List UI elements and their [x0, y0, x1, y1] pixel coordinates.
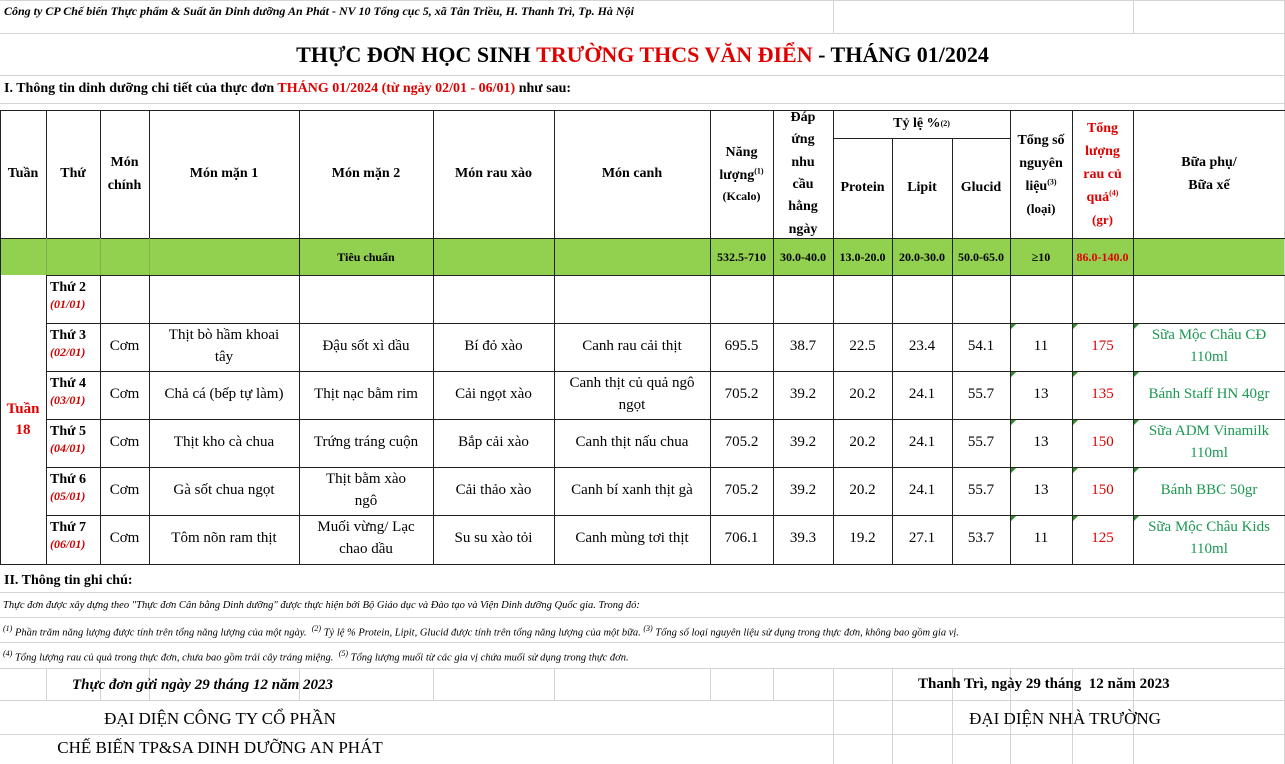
cell-tong-so	[1010, 275, 1072, 323]
cell-mon-rau-xao: Su su xào tỏi	[454, 530, 533, 547]
cell-mon-canh	[554, 275, 710, 323]
standard-tong-luong: 86.0-140.0	[1076, 249, 1129, 264]
cell-protein: 22.5	[849, 338, 876, 355]
cell-mon-canh: Canh bí xanh thịt gà	[571, 482, 693, 499]
cell-mon-rau-xao: Cải ngọt xào	[455, 386, 532, 403]
school-representative: ĐẠI DIỆN NHÀ TRƯỜNG	[969, 709, 1161, 729]
standard-glucid: 50.0-65.0	[958, 249, 1004, 264]
cell-mon-man-1: Tôm nõn ram thịt	[171, 530, 277, 547]
cell-mon-rau-xao	[433, 275, 554, 323]
cell-tong-luong: 135	[1091, 386, 1114, 403]
day-cell	[50, 279, 100, 312]
header-mon-chinh: Món chính	[107, 154, 142, 193]
standard-tong-so: ≥10	[1031, 249, 1051, 264]
note-line-2: $^{(4)}$ Tổng lượng rau củ quả trong thực đơn, chưa bao gồm trái cây tráng miệng. $^{(5)}$ Tổng lượng muối từ các gia vị chứa muối sử dụng trong thực đơn.	[3, 649, 629, 664]
cell-mon-rau-xao: Bí đỏ xào	[464, 338, 523, 355]
day-cell	[50, 423, 100, 456]
cell-tong-so: 13	[1033, 386, 1049, 403]
header-glucid: Glucid	[960, 180, 1002, 196]
section-1-heading: I. Thông tin dinh dưỡng chi tiết của thực đơn THÁNG 01/2024 (từ ngày 02/01 - 06/01) như sau:	[4, 81, 572, 96]
header-dap-ung: Đáp ứng nhu cầu hằng ngày	[788, 109, 818, 237]
header-tuan: Tuần	[7, 166, 39, 182]
day-name: Thứ 3	[50, 328, 87, 343]
cell-tong-luong: 175	[1091, 338, 1114, 355]
cell-mon-rau-xao: Bắp cải xào	[458, 434, 529, 451]
cell-mon-chinh: Cơm	[109, 482, 140, 499]
cell-bua-phu: Bánh Staff HN 40gr	[1148, 386, 1270, 403]
day-name: Thứ 2	[50, 280, 87, 295]
day-date: (01/01)	[50, 296, 86, 311]
day-name: Thứ 6	[50, 472, 87, 487]
cell-mon-man-1: Chả cá (bếp tự làm)	[164, 386, 284, 403]
cell-protein	[833, 275, 892, 323]
cell-mon-man-1	[149, 275, 299, 323]
cell-tong-so: 13	[1033, 434, 1049, 451]
header-mon-man-1: Món mặn 1	[189, 166, 259, 182]
cell-lipit: 23.4	[908, 338, 936, 355]
header-mon-rau-xao: Món rau xào	[455, 166, 532, 182]
header-tong-so: Tổng số nguyên liệu$^{(3)}$ (loại)	[1017, 132, 1065, 216]
cell-glucid: 53.7	[967, 530, 995, 547]
header-ty-le: Tỷ lệ % (2)	[893, 116, 950, 132]
cell-mon-man-2: Thịt nạc bằm rim	[314, 386, 418, 403]
cell-mon-canh: Canh rau cải thịt	[582, 338, 682, 355]
cell-tong-luong: 150	[1091, 434, 1114, 451]
cell-tong-so: 11	[1033, 338, 1049, 355]
cell-lipit: 24.1	[908, 386, 936, 403]
cell-dap-ung: 39.2	[789, 434, 817, 451]
cell-mon-chinh: Cơm	[109, 530, 140, 547]
cell-lipit: 27.1	[908, 530, 936, 547]
cell-mon-man-1: Thịt bò hầm khoai tây	[168, 327, 280, 365]
day-date: (03/01)	[50, 392, 86, 407]
cell-nang-luong: 705.2	[724, 434, 759, 451]
day-name: Thứ 5	[50, 424, 87, 439]
header-nang-luong: Năng lượng$^{(1)}$ (Kcalo)	[719, 145, 764, 204]
cell-protein: 20.2	[849, 434, 876, 451]
day-cell	[50, 375, 100, 408]
cell-tong-so: 13	[1033, 482, 1049, 499]
cell-protein: 19.2	[849, 530, 876, 547]
day-date: (04/01)	[50, 440, 86, 455]
cell-mon-chinh	[100, 275, 149, 323]
cell-nang-luong: 705.2	[724, 386, 759, 403]
cell-mon-man-2: Muối vừng/ Lạc chao dầu	[317, 519, 415, 557]
cell-glucid: 55.7	[967, 386, 995, 403]
cell-protein: 20.2	[849, 386, 876, 403]
cell-mon-chinh: Cơm	[109, 338, 140, 355]
header-tong-luong: Tổng lượng rau củ quả$^{(4)}$ (gr)	[1083, 121, 1122, 228]
section-2-heading: II. Thông tin ghi chú:	[4, 573, 133, 588]
cell-dap-ung	[773, 275, 833, 323]
cell-glucid: 54.1	[967, 338, 995, 355]
header-thu: Thứ	[60, 166, 86, 182]
cell-dap-ung: 39.2	[789, 386, 817, 403]
cell-nang-luong: 706.1	[724, 530, 759, 547]
company-representative-line-2: CHẾ BIẾN TP&SA DINH DƯỠNG AN PHÁT	[57, 738, 383, 758]
cell-mon-man-2	[299, 275, 433, 323]
cell-lipit: 24.1	[908, 434, 936, 451]
cell-lipit: 24.1	[908, 482, 936, 499]
standard-dap-ung: 30.0-40.0	[780, 249, 826, 264]
day-date: (02/01)	[50, 344, 86, 359]
cell-dap-ung: 39.2	[789, 482, 817, 499]
standard-lipit: 20.0-30.0	[899, 249, 945, 264]
cell-glucid: 55.7	[967, 482, 995, 499]
note-line-1: $^{(1)}$ Phần trăm năng lượng được tính trên tổng năng lượng của một ngày. $^{(2)}$ Tỷ lệ % Protein, Lipit, Glucid được tính trên tổng năng lượng của một bữa. $^{(3)}$ Tổng số loại nguyên liệu sử dụng trong thực đơn, không bao gồm gia vị.	[3, 624, 959, 639]
cell-mon-canh: Canh thịt củ quả ngô ngọt	[569, 375, 695, 413]
header-lipit: Lipit	[907, 180, 937, 196]
cell-tong-luong: 125	[1091, 530, 1114, 547]
cell-mon-man-2: Trứng tráng cuộn	[313, 434, 419, 451]
footer-place-date: Thanh Trì, ngày 29 tháng 12 năm 2023	[918, 676, 1170, 692]
cell-dap-ung: 39.3	[789, 530, 817, 547]
cell-tong-luong	[1072, 275, 1133, 323]
cell-mon-chinh: Cơm	[109, 434, 140, 451]
cell-bua-phu: Sữa Mộc Châu Kids 110ml	[1148, 519, 1270, 557]
cell-glucid	[952, 275, 1010, 323]
cell-tong-luong: 150	[1091, 482, 1114, 499]
cell-mon-man-2: Đậu sốt xì dầu	[322, 338, 410, 355]
header-bua-phu: Bữa phụ/ Bữa xế	[1181, 154, 1237, 193]
cell-bua-phu: Sữa Mộc Châu CĐ 110ml	[1151, 327, 1267, 365]
day-name: Thứ 4	[50, 376, 87, 391]
day-cell	[50, 519, 100, 552]
cell-bua-phu: Sữa ADM Vinamilk 110ml	[1148, 423, 1270, 461]
cell-nang-luong: 705.2	[724, 482, 759, 499]
cell-protein: 20.2	[849, 482, 876, 499]
day-date: (05/01)	[50, 488, 86, 503]
cell-mon-man-2: Thịt bằm xào ngô	[326, 471, 406, 509]
cell-dap-ung: 38.7	[789, 338, 817, 355]
cell-tong-so: 11	[1033, 530, 1049, 547]
cell-lipit	[892, 275, 952, 323]
day-cell	[50, 471, 100, 504]
cell-mon-canh: Canh thịt nấu chua	[575, 434, 689, 451]
header-mon-man-2: Món mặn 2	[331, 166, 401, 182]
day-date: (06/01)	[50, 536, 86, 551]
cell-bua-phu: Bánh BBC 50gr	[1160, 482, 1258, 499]
page-title: THỰC ĐƠN HỌC SINH TRƯỜNG THCS VĂN ĐIỂN - THÁNG 01/2024	[296, 41, 989, 67]
standard-protein: 13.0-20.0	[839, 249, 886, 264]
footer-sent-date: Thực đơn gửi ngày 29 tháng 12 năm 2023	[72, 677, 334, 693]
cell-mon-canh: Canh mùng tơi thịt	[575, 530, 689, 547]
standard-nang-luong: 532.5-710	[717, 249, 766, 264]
day-name: Thứ 7	[50, 520, 87, 535]
week-label: Tuần 18	[6, 400, 40, 438]
cell-mon-chinh: Cơm	[109, 386, 140, 403]
company-line: Công ty CP Chế biến Thực phẩm & Suất ăn Dinh dưỡng An Phát - NV 10 Tổng cục 5, xã Tân Triều, H. Thanh Trì, Tp. Hà Nội	[4, 4, 634, 18]
cell-mon-man-1: Thịt kho cà chua	[173, 434, 275, 451]
cell-nang-luong	[710, 275, 773, 323]
header-protein: Protein	[840, 180, 885, 196]
header-mon-canh: Món canh	[601, 166, 663, 182]
cell-mon-rau-xao: Cải thảo xào	[455, 482, 532, 499]
cell-bua-phu	[1133, 275, 1285, 323]
day-cell	[50, 327, 100, 360]
note-intro: Thực đơn được xây dựng theo "Thực đơn Cân bằng Dinh dưỡng" được thực hiện bởi Bộ Giáo dục và Đào tạo và Viện Dinh dưỡng Quốc gia. Trong đó:	[3, 600, 640, 611]
cell-glucid: 55.7	[967, 434, 995, 451]
standard-label: Tiêu chuẩn	[337, 249, 395, 264]
company-representative-line-1: ĐẠI DIỆN CÔNG TY CỔ PHẦN	[104, 709, 336, 729]
cell-nang-luong: 695.5	[724, 338, 759, 355]
cell-mon-man-1: Gà sốt chua ngọt	[173, 482, 275, 499]
